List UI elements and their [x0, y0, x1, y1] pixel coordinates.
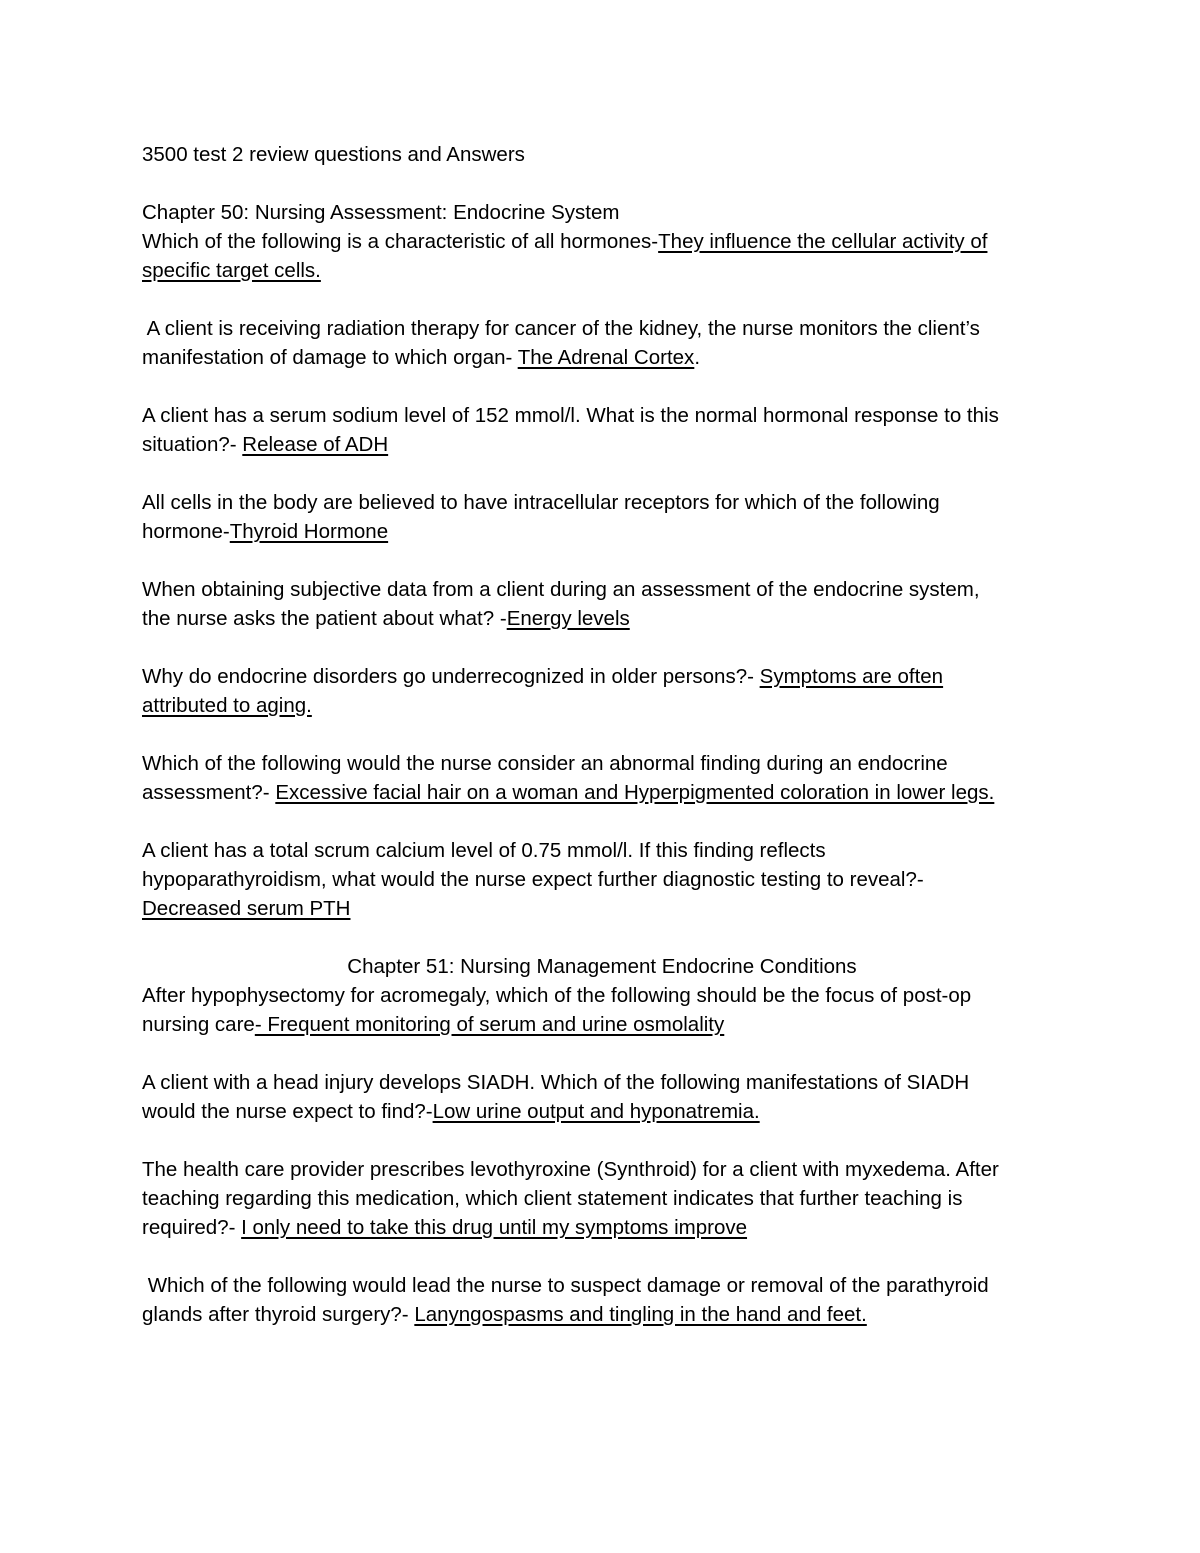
- ch51-q3: [142, 1155, 1062, 1242]
- ch50-q2: [142, 314, 1062, 372]
- ch50-q7-answer: Excessive facial hair on a woman and Hyperpigmented coloration in lower legs.: [275, 781, 995, 804]
- ch50-q2-line2: [142, 343, 1062, 372]
- ch51-q1-answer: - Frequent monitoring of serum and urine osmolality: [254, 1013, 725, 1036]
- chapter50-block: [142, 198, 1062, 285]
- ch51-q4: [142, 1271, 1062, 1329]
- ch50-q3-answer: Release of ADH: [242, 433, 389, 456]
- ch50-q8-line3: [142, 894, 1062, 923]
- ch50-q1-question: Which of the following is a characteristic of all hormones-: [142, 230, 659, 253]
- ch51-q4-answer: Lanyngospasms and tingling in the hand and feet.: [414, 1303, 867, 1326]
- ch51-q3-line1: The health care provider prescribes levothyroxine (Synthroid) for a client with myxedema. After: [142, 1158, 999, 1181]
- chapter51-heading: Chapter 51: Nursing Management Endocrine Conditions: [347, 955, 857, 978]
- ch50-q4: [142, 488, 1062, 546]
- ch50-q3-line1: A client has a serum sodium level of 152 mmol/l. What is the normal hormonal response to this: [142, 404, 999, 427]
- ch50-q5-line1: When obtaining subjective data from a client during an assessment of the endocrine system,: [142, 578, 980, 601]
- ch50-q8-line1: A client has a total scrum calcium level of 0.75 mmol/l. If this finding reflects: [142, 839, 826, 862]
- ch50-q7-line1: Which of the following would the nurse consider an abnormal finding during an endocrine: [142, 752, 948, 775]
- ch50-q4-question: hormone-: [142, 520, 230, 543]
- ch50-q7-question: assessment?-: [142, 781, 276, 804]
- ch50-q5-answer: Energy levels: [506, 607, 630, 630]
- ch50-q4-line2: [142, 517, 1062, 546]
- ch51-q2-question: would the nurse expect to find?-: [142, 1100, 433, 1123]
- ch50-q8: [142, 836, 1062, 923]
- ch51-q1-line1: After hypophysectomy for acromegaly, which of the following should be the focus of post-op: [142, 984, 972, 1007]
- ch50-q4-line1: All cells in the body are believed to have intracellular receptors for which of the following: [142, 491, 940, 514]
- ch50-q6-question: Why do endocrine disorders go underrecognized in older persons?-: [142, 665, 760, 688]
- ch50-q8-line2: hypoparathyroidism, what would the nurse expect further diagnostic testing to reveal?-: [142, 868, 924, 891]
- ch50-q2-line1: A client is receiving radiation therapy for cancer of the kidney, the nurse monitors the client’s: [142, 317, 980, 340]
- ch50-q7: [142, 749, 1062, 807]
- ch51-q1-question: nursing care: [142, 1013, 255, 1036]
- ch50-q5-line2: [142, 604, 1062, 633]
- ch50-q5-question: the nurse asks the patient about what? -: [142, 607, 507, 630]
- ch50-q7-line2: [142, 778, 1062, 807]
- ch50-q3: [142, 401, 1062, 459]
- ch50-q8-answer: Decreased serum PTH: [142, 897, 351, 920]
- ch50-q6-answer-part1: Symptoms are often: [759, 665, 944, 688]
- ch50-q1-answer-part1: They influence the cellular activity of: [658, 230, 988, 253]
- document-title: 3500 test 2 review questions and Answers: [142, 143, 525, 166]
- ch51-q3-line3: [142, 1213, 1062, 1242]
- ch51-q2: [142, 1068, 1062, 1126]
- ch50-q2-answer: The Adrenal Cortex: [517, 346, 695, 369]
- document-body: [142, 140, 1062, 1329]
- ch50-q6-answer-part2: attributed to aging.: [142, 694, 312, 717]
- ch50-q6: [142, 662, 1062, 720]
- ch50-q3-question: situation?-: [142, 433, 243, 456]
- ch50-q2-question: manifestation of damage to which organ-: [142, 346, 518, 369]
- ch51-q4-line2: [142, 1300, 1062, 1329]
- ch51-q1-line2: [142, 1010, 1062, 1039]
- ch50-q5: [142, 575, 1062, 633]
- ch51-q2-answer: Low urine output and hyponatremia.: [432, 1100, 760, 1123]
- ch50-q1-line1: [142, 227, 1062, 256]
- ch50-q6-line1: [142, 662, 1062, 691]
- ch51-q3-answer: I only need to take this drug until my symptoms improve: [241, 1216, 748, 1239]
- ch51-q3-line2: teaching regarding this medication, which client statement indicates that further teaching is: [142, 1187, 963, 1210]
- ch50-q4-answer: Thyroid Hormone: [229, 520, 389, 543]
- chapter51-block: [142, 952, 1062, 1039]
- ch50-q6-line2: [142, 691, 1062, 720]
- ch50-q2-tail: .: [694, 346, 701, 369]
- ch51-q2-line1: A client with a head injury develops SIADH. Which of the following manifestations of SIADH: [142, 1071, 970, 1094]
- ch51-q3-question: required?-: [142, 1216, 242, 1239]
- ch51-q2-line2: [142, 1097, 1062, 1126]
- ch50-q1-line2: [142, 256, 1062, 285]
- ch50-q3-line2: [142, 430, 1062, 459]
- document-title-block: [142, 140, 1062, 169]
- chapter50-heading: Chapter 50: Nursing Assessment: Endocrine System: [142, 201, 620, 224]
- ch51-q4-line1: Which of the following would lead the nurse to suspect damage or removal of the parathyroid: [142, 1274, 989, 1297]
- ch51-q4-question: glands after thyroid surgery?-: [142, 1303, 415, 1326]
- ch50-q1-answer-part2: specific target cells.: [142, 259, 321, 282]
